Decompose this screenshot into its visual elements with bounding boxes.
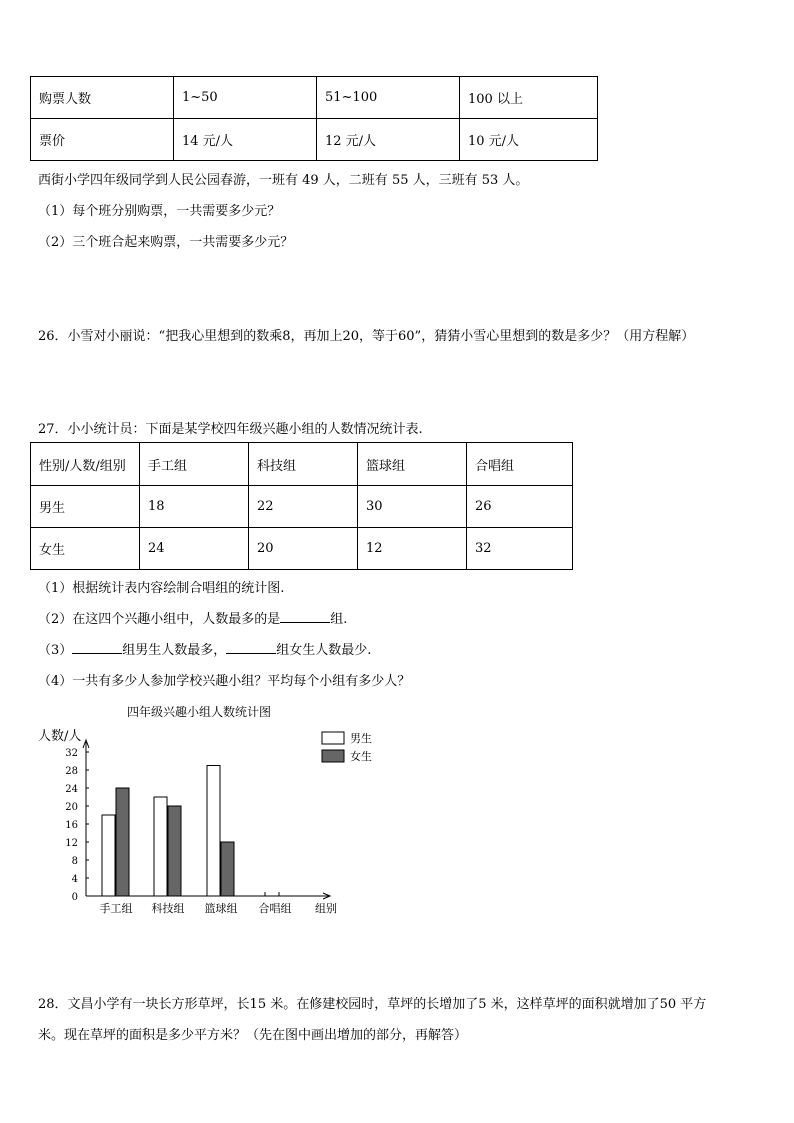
legend-swatch (322, 750, 344, 762)
table-cell: 女生 (31, 528, 140, 570)
q26-text: 26．小雪对小丽说：“把我心里想到的数乘8，再加上20，等于60”，猜猜小雪心里想到的数是多少？（用方程解） (38, 329, 695, 344)
q27-sub3 (38, 639, 371, 658)
q25-sub1: （1）每个班分别购票，一共需要多少元？ (38, 204, 281, 219)
table-header-cell: 篮球组 (358, 443, 467, 486)
table-cell: 24 (140, 528, 249, 570)
answer-blank (72, 641, 122, 654)
table-cell: 男生 (31, 486, 140, 528)
x-axis-label: 组别 (315, 902, 337, 915)
answer-blank (226, 641, 276, 654)
y-tick-label: 8 (71, 856, 78, 867)
q27-sub3-text-c: 组女生人数最少. (276, 643, 372, 658)
bar (221, 842, 234, 896)
legend-swatch (322, 732, 344, 744)
q27-sub2-text-b: 组. (330, 612, 348, 627)
table-cell: 18 (140, 486, 249, 528)
q27-stem: 27．小小统计员：下面是某学校四年级兴趣小组的人数情况统计表. (38, 422, 423, 437)
interest-group-bar-chart (30, 700, 390, 920)
bar (168, 806, 181, 896)
table-cell: 12 元/人 (317, 119, 460, 161)
q27-sub4: （4）一共有多少人参加学校兴趣小组？平均每个小组有多少人？ (38, 674, 411, 689)
bar (102, 815, 115, 896)
legend-label: 女生 (350, 750, 372, 763)
y-tick-label: 20 (65, 802, 78, 813)
interest-group-table (30, 442, 573, 570)
q27-sub1: （1）根据统计表内容绘制合唱组的统计图. (38, 581, 285, 596)
bar (207, 766, 220, 897)
ticket-price-table (30, 76, 598, 161)
x-tick-label: 篮球组 (204, 902, 238, 915)
table-cell: 30 (358, 486, 467, 528)
y-tick-label: 28 (65, 766, 78, 777)
bar (154, 797, 167, 896)
y-tick-label: 0 (71, 892, 78, 903)
q27-sub2-text-a: （2）在这四个兴趣小组中，人数最多的是 (38, 612, 281, 627)
y-tick-label: 32 (65, 748, 78, 759)
x-tick-label: 科技组 (151, 902, 185, 915)
y-tick-label: 24 (65, 784, 78, 795)
table-header-cell: 合唱组 (467, 443, 573, 486)
table-cell: 14 元/人 (174, 119, 317, 161)
table-header-cell: 手工组 (140, 443, 249, 486)
table-cell: 51~100 (317, 77, 460, 119)
q27-sub2 (38, 608, 347, 627)
q28-line1: 28．文昌小学有一块长方形草坪，长15 米。在修建校园时，草坪的长增加了5 米，这样草坪的面积就增加了50 平方 (38, 997, 707, 1012)
y-tick-label: 16 (65, 820, 78, 831)
table-cell: 12 (358, 528, 467, 570)
table-header-cell: 性别/人数/组别 (31, 443, 140, 486)
q25-stem: 西街小学四年级同学到人民公园春游，一班有 49 人，二班有 55 人，三班有 53 人。 (38, 173, 529, 188)
y-tick-label: 4 (71, 874, 78, 885)
q28-line2: 米。现在草坪的面积是多少平方米？（先在图中画出增加的部分，再解答） (38, 1028, 468, 1043)
legend-label: 男生 (350, 732, 372, 745)
q27-sub3-text-a: （3） (38, 643, 73, 658)
table-cell: 购票人数 (31, 77, 174, 119)
table-cell: 1~50 (174, 77, 317, 119)
table-cell: 26 (467, 486, 573, 528)
table-cell: 20 (249, 528, 358, 570)
table-cell: 10 元/人 (460, 119, 598, 161)
table-cell: 100 以上 (460, 77, 598, 119)
q27-sub3-text-b: 组男生人数最多， (122, 643, 227, 658)
bar (116, 788, 129, 896)
y-tick-label: 12 (65, 838, 78, 849)
x-tick-label: 手工组 (99, 902, 133, 915)
x-tick-label: 合唱组 (258, 902, 292, 915)
table-cell: 32 (467, 528, 573, 570)
table-header-cell: 科技组 (249, 443, 358, 486)
table-cell: 票价 (31, 119, 174, 161)
answer-blank (280, 610, 330, 623)
table-cell: 22 (249, 486, 358, 528)
y-axis-label: 人数/人 (38, 729, 82, 744)
q25-sub2: （2）三个班合起来购票，一共需要多少元？ (38, 235, 294, 250)
chart-title: 四年级兴趣小组人数统计图 (127, 705, 272, 719)
